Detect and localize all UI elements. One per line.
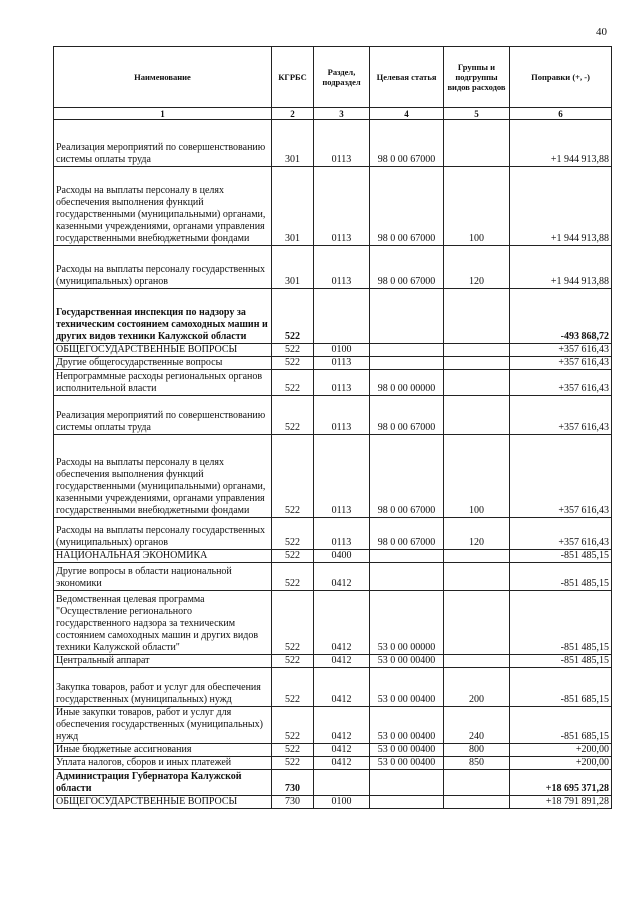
row-group: [444, 370, 510, 396]
row-section: 0412: [314, 655, 370, 668]
row-amount: -851 685,15: [510, 668, 612, 707]
row-name: Другие вопросы в области национальной экономики: [54, 563, 272, 591]
row-section: 0400: [314, 550, 370, 563]
row-kgrbs: 522: [272, 591, 314, 655]
table-row: [54, 563, 612, 591]
row-amount: +357 616,43: [510, 396, 612, 435]
row-target: 53 0 00 00400: [370, 668, 444, 707]
row-name: Администрация Губернатора Калужской области: [54, 770, 272, 796]
table-row: [54, 796, 612, 809]
row-group: [444, 550, 510, 563]
row-amount: +357 616,43: [510, 435, 612, 518]
row-target: 53 0 00 00400: [370, 655, 444, 668]
row-name: Непрограммные расходы региональных органов исполнительной власти: [54, 370, 272, 396]
row-group: 100: [444, 435, 510, 518]
table-header-row: [54, 47, 612, 108]
row-target: [370, 796, 444, 809]
row-amount: -851 485,15: [510, 563, 612, 591]
header-groups: Группы и подгруппы видов расходов: [444, 47, 510, 108]
row-section: 0412: [314, 707, 370, 744]
row-target: 98 0 00 67000: [370, 246, 444, 289]
row-target: [370, 770, 444, 796]
row-group: 800: [444, 744, 510, 757]
row-name: ОБЩЕГОСУДАРСТВЕННЫЕ ВОПРОСЫ: [54, 796, 272, 809]
row-amount: +1 944 913,88: [510, 246, 612, 289]
row-target: 53 0 00 00000: [370, 591, 444, 655]
table-row: [54, 370, 612, 396]
row-target: [370, 563, 444, 591]
row-section: 0412: [314, 591, 370, 655]
row-name: Закупка товаров, работ и услуг для обеспечения государственных (муниципальных) нужд: [54, 668, 272, 707]
row-kgrbs: 301: [272, 246, 314, 289]
row-amount: -493 868,72: [510, 289, 612, 344]
row-section: 0100: [314, 344, 370, 357]
row-target: 98 0 00 67000: [370, 435, 444, 518]
row-name: Реализация мероприятий по совершенствованию системы оплаты труда: [54, 396, 272, 435]
row-name: Иные бюджетные ассигнования: [54, 744, 272, 757]
row-group: 200: [444, 668, 510, 707]
header-target: Целевая статья: [370, 47, 444, 108]
row-name: Расходы на выплаты персоналу в целях обеспечения выполнения функций государственными (муниципальными) органами, казенными учреждениями, органами управления государственными внебюджетными фондами: [54, 167, 272, 246]
row-amount: +357 616,43: [510, 357, 612, 370]
row-group: 100: [444, 167, 510, 246]
header-section: Раздел, подраздел: [314, 47, 370, 108]
column-number: 3: [314, 108, 370, 120]
column-number: 4: [370, 108, 444, 120]
row-group: 120: [444, 518, 510, 550]
table-body: [54, 120, 612, 809]
row-target: 98 0 00 67000: [370, 120, 444, 167]
table-row: [54, 744, 612, 757]
row-kgrbs: 522: [272, 344, 314, 357]
row-section: 0113: [314, 396, 370, 435]
row-amount: +357 616,43: [510, 344, 612, 357]
row-target: 98 0 00 67000: [370, 167, 444, 246]
row-group: [444, 796, 510, 809]
row-kgrbs: 522: [272, 370, 314, 396]
page-number: 40: [596, 26, 607, 38]
table-row: [54, 289, 612, 344]
row-target: 53 0 00 00400: [370, 707, 444, 744]
row-kgrbs: 522: [272, 744, 314, 757]
table-row: [54, 655, 612, 668]
header-kgrbs: КГРБС: [272, 47, 314, 108]
row-amount: +357 616,43: [510, 370, 612, 396]
row-section: 0113: [314, 370, 370, 396]
row-amount: -851 485,15: [510, 550, 612, 563]
row-kgrbs: 522: [272, 357, 314, 370]
row-name: Реализация мероприятий по совершенствованию системы оплаты труда: [54, 120, 272, 167]
column-number: 2: [272, 108, 314, 120]
column-number: 1: [54, 108, 272, 120]
row-kgrbs: 522: [272, 550, 314, 563]
table-row: [54, 518, 612, 550]
budget-table: [53, 46, 612, 809]
table-row: [54, 357, 612, 370]
row-kgrbs: 730: [272, 770, 314, 796]
row-amount: +1 944 913,88: [510, 167, 612, 246]
row-kgrbs: 522: [272, 563, 314, 591]
table-row: [54, 396, 612, 435]
row-amount: +18 695 371,28: [510, 770, 612, 796]
row-amount: +18 791 891,28: [510, 796, 612, 809]
row-target: [370, 344, 444, 357]
row-name: Государственная инспекция по надзору за техническим состоянием самоходных машин и других видов техники Калужской области: [54, 289, 272, 344]
row-group: [444, 396, 510, 435]
row-target: [370, 550, 444, 563]
row-section: 0412: [314, 744, 370, 757]
row-kgrbs: 522: [272, 518, 314, 550]
row-kgrbs: 522: [272, 757, 314, 770]
row-kgrbs: 522: [272, 435, 314, 518]
row-kgrbs: 301: [272, 120, 314, 167]
row-amount: +357 616,43: [510, 518, 612, 550]
row-group: [444, 120, 510, 167]
row-group: 850: [444, 757, 510, 770]
row-kgrbs: 522: [272, 655, 314, 668]
table-row: [54, 120, 612, 167]
header-amendments: Поправки (+, -): [510, 47, 612, 108]
row-section: 0100: [314, 796, 370, 809]
row-name: НАЦИОНАЛЬНАЯ ЭКОНОМИКА: [54, 550, 272, 563]
table-row: [54, 707, 612, 744]
row-kgrbs: 522: [272, 289, 314, 344]
row-section: [314, 289, 370, 344]
table-row: [54, 770, 612, 796]
row-amount: +200,00: [510, 757, 612, 770]
row-section: [314, 770, 370, 796]
row-target: [370, 357, 444, 370]
row-name: Расходы на выплаты персоналу государственных (муниципальных) органов: [54, 246, 272, 289]
row-group: [444, 289, 510, 344]
row-group: [444, 563, 510, 591]
table-row: [54, 591, 612, 655]
row-group: [444, 344, 510, 357]
row-amount: +1 944 913,88: [510, 120, 612, 167]
row-kgrbs: 522: [272, 396, 314, 435]
row-section: 0113: [314, 435, 370, 518]
row-section: 0412: [314, 668, 370, 707]
row-group: [444, 357, 510, 370]
row-target: 98 0 00 67000: [370, 396, 444, 435]
row-kgrbs: 301: [272, 167, 314, 246]
row-target: 53 0 00 00400: [370, 757, 444, 770]
row-group: 120: [444, 246, 510, 289]
row-name: Ведомственная целевая программа "Осуществление регионального государственного надзора за техническим состоянием самоходных машин и других видов техники Калужской области": [54, 591, 272, 655]
column-number: 6: [510, 108, 612, 120]
row-section: 0412: [314, 757, 370, 770]
row-name: ОБЩЕГОСУДАРСТВЕННЫЕ ВОПРОСЫ: [54, 344, 272, 357]
row-kgrbs: 522: [272, 707, 314, 744]
table-row: [54, 757, 612, 770]
header-name: Наименование: [54, 47, 272, 108]
row-amount: -851 485,15: [510, 591, 612, 655]
row-amount: -851 685,15: [510, 707, 612, 744]
row-section: 0113: [314, 246, 370, 289]
table-row: [54, 550, 612, 563]
row-group: [444, 591, 510, 655]
row-kgrbs: 730: [272, 796, 314, 809]
row-group: [444, 655, 510, 668]
row-target: 98 0 00 67000: [370, 518, 444, 550]
row-section: 0412: [314, 563, 370, 591]
row-name: Расходы на выплаты персоналу в целях обеспечения выполнения функций государственными (муниципальными) органами, казенными учреждениями, органами управления государственными внебюджетными фондами: [54, 435, 272, 518]
row-name: Другие общегосударственные вопросы: [54, 357, 272, 370]
row-group: 240: [444, 707, 510, 744]
row-name: Центральный аппарат: [54, 655, 272, 668]
table-row: [54, 668, 612, 707]
row-name: Уплата налогов, сборов и иных платежей: [54, 757, 272, 770]
row-name: Иные закупки товаров, работ и услуг для обеспечения государственных (муниципальных) нужд: [54, 707, 272, 744]
row-target: [370, 289, 444, 344]
row-target: 53 0 00 00400: [370, 744, 444, 757]
table-row: [54, 167, 612, 246]
row-kgrbs: 522: [272, 668, 314, 707]
table-row: [54, 246, 612, 289]
row-amount: +200,00: [510, 744, 612, 757]
row-name: Расходы на выплаты персоналу государственных (муниципальных) органов: [54, 518, 272, 550]
row-group: [444, 770, 510, 796]
row-target: 98 0 00 00000: [370, 370, 444, 396]
row-section: 0113: [314, 167, 370, 246]
column-number-row: [54, 108, 612, 120]
row-section: 0113: [314, 357, 370, 370]
table-row: [54, 435, 612, 518]
row-amount: -851 485,15: [510, 655, 612, 668]
row-section: 0113: [314, 518, 370, 550]
row-section: 0113: [314, 120, 370, 167]
column-number: 5: [444, 108, 510, 120]
table-row: [54, 344, 612, 357]
